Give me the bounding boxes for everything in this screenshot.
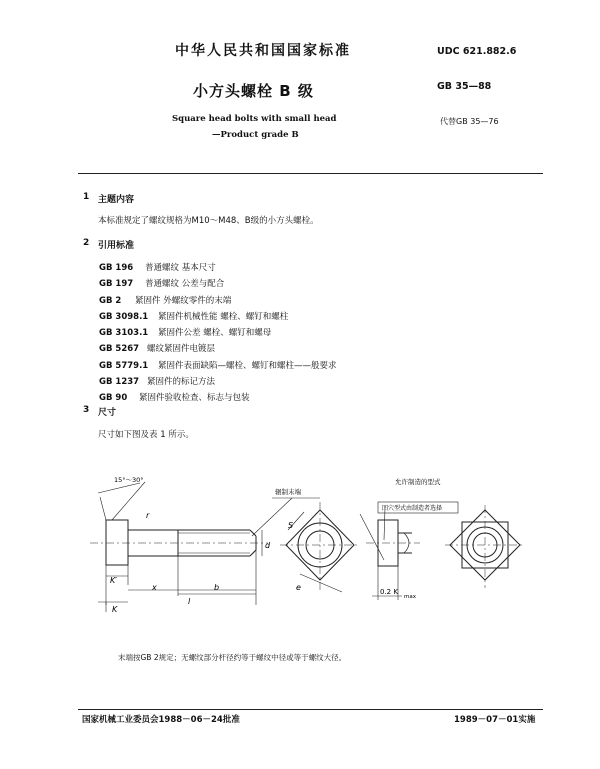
section-2-number: 2 (83, 238, 90, 248)
effective-date: 1989－07－01实施 (454, 715, 536, 725)
reference-item: GB 197 普通螺纹 公差与配合 (99, 279, 225, 290)
section-3-title: 尺寸 (98, 408, 117, 418)
l-dimension-label: l (188, 597, 191, 606)
reference-item: GB 5779.1 紧固件表面缺陷—螺栓、螺钉和螺柱——般要求 (99, 360, 337, 371)
document-title: 小方头螺栓 B 级 (193, 82, 314, 100)
end-note: 末端按GB 2规定；无螺纹部分杆径约等于螺纹中径或等于螺纹大径。 (118, 653, 347, 662)
b-dimension-label: b (214, 583, 220, 592)
r-dimension-label: r (146, 511, 150, 520)
reference-item: GB 3103.1 紧固件公差 螺栓、螺钉和螺母 (99, 328, 272, 339)
k-prime-label: K′ (110, 576, 118, 585)
english-title-line-2: —Product grade B (212, 130, 299, 140)
section-1-body: 本标准规定了螺纹规格为M10～M48、B级的小方头螺栓。 (98, 216, 319, 226)
section-1-title: 主题内容 (98, 195, 135, 205)
reference-item: GB 3098.1 紧固件机械性能 螺栓、螺钉和螺柱 (99, 311, 289, 322)
angle-label: 15°～30° (114, 476, 144, 484)
section-1-number: 1 (83, 192, 90, 202)
reference-item: GB 5267 螺纹紧固件电镀层 (99, 344, 216, 355)
bolt-head-side (106, 520, 128, 565)
reference-item: GB 196 普通螺纹 基本尺寸 (99, 263, 216, 273)
approval-date: 国家机械工业委员会1988－06－24批准 (82, 715, 240, 725)
section-3-body: 尺寸如下图及表 1 所示。 (98, 430, 194, 440)
reference-item: GB 2 紧固件 外螺纹零件的末端 (99, 295, 232, 306)
k-dimension-label: K (112, 605, 118, 614)
x-dimension-label: x (152, 583, 157, 592)
reference-item: GB 90 紧固件验收检查、标志与包装 (99, 393, 250, 404)
rolled-end-label: 辗制末端 (275, 488, 301, 496)
section-3-number: 3 (83, 405, 90, 415)
standard-header-title: 中华人民共和国国家标准 (175, 43, 351, 59)
d-dimension-label: d (265, 541, 271, 550)
e-dimension-label: e (296, 583, 301, 592)
allowed-form-label: 允许制造的型式 (395, 478, 441, 486)
reference-item: GB 1237 紧固件的标记方法 (99, 377, 216, 388)
gb-number: GB 35—88 (437, 81, 492, 92)
replaces-standard: 代替GB 35—76 (440, 117, 499, 126)
section-2-title: 引用标准 (98, 241, 135, 251)
footer-divider (78, 709, 543, 710)
s-dimension-label: S (288, 521, 294, 530)
udc-number: UDC 621.882.6 (437, 46, 517, 57)
k02-suffix-label: max (404, 594, 416, 600)
english-title-line-1: Square head bolts with small head (172, 114, 337, 124)
recess-form-label: 凹穴型式由制造者选择 (382, 505, 443, 512)
k02-label: 0.2 K (380, 588, 398, 596)
